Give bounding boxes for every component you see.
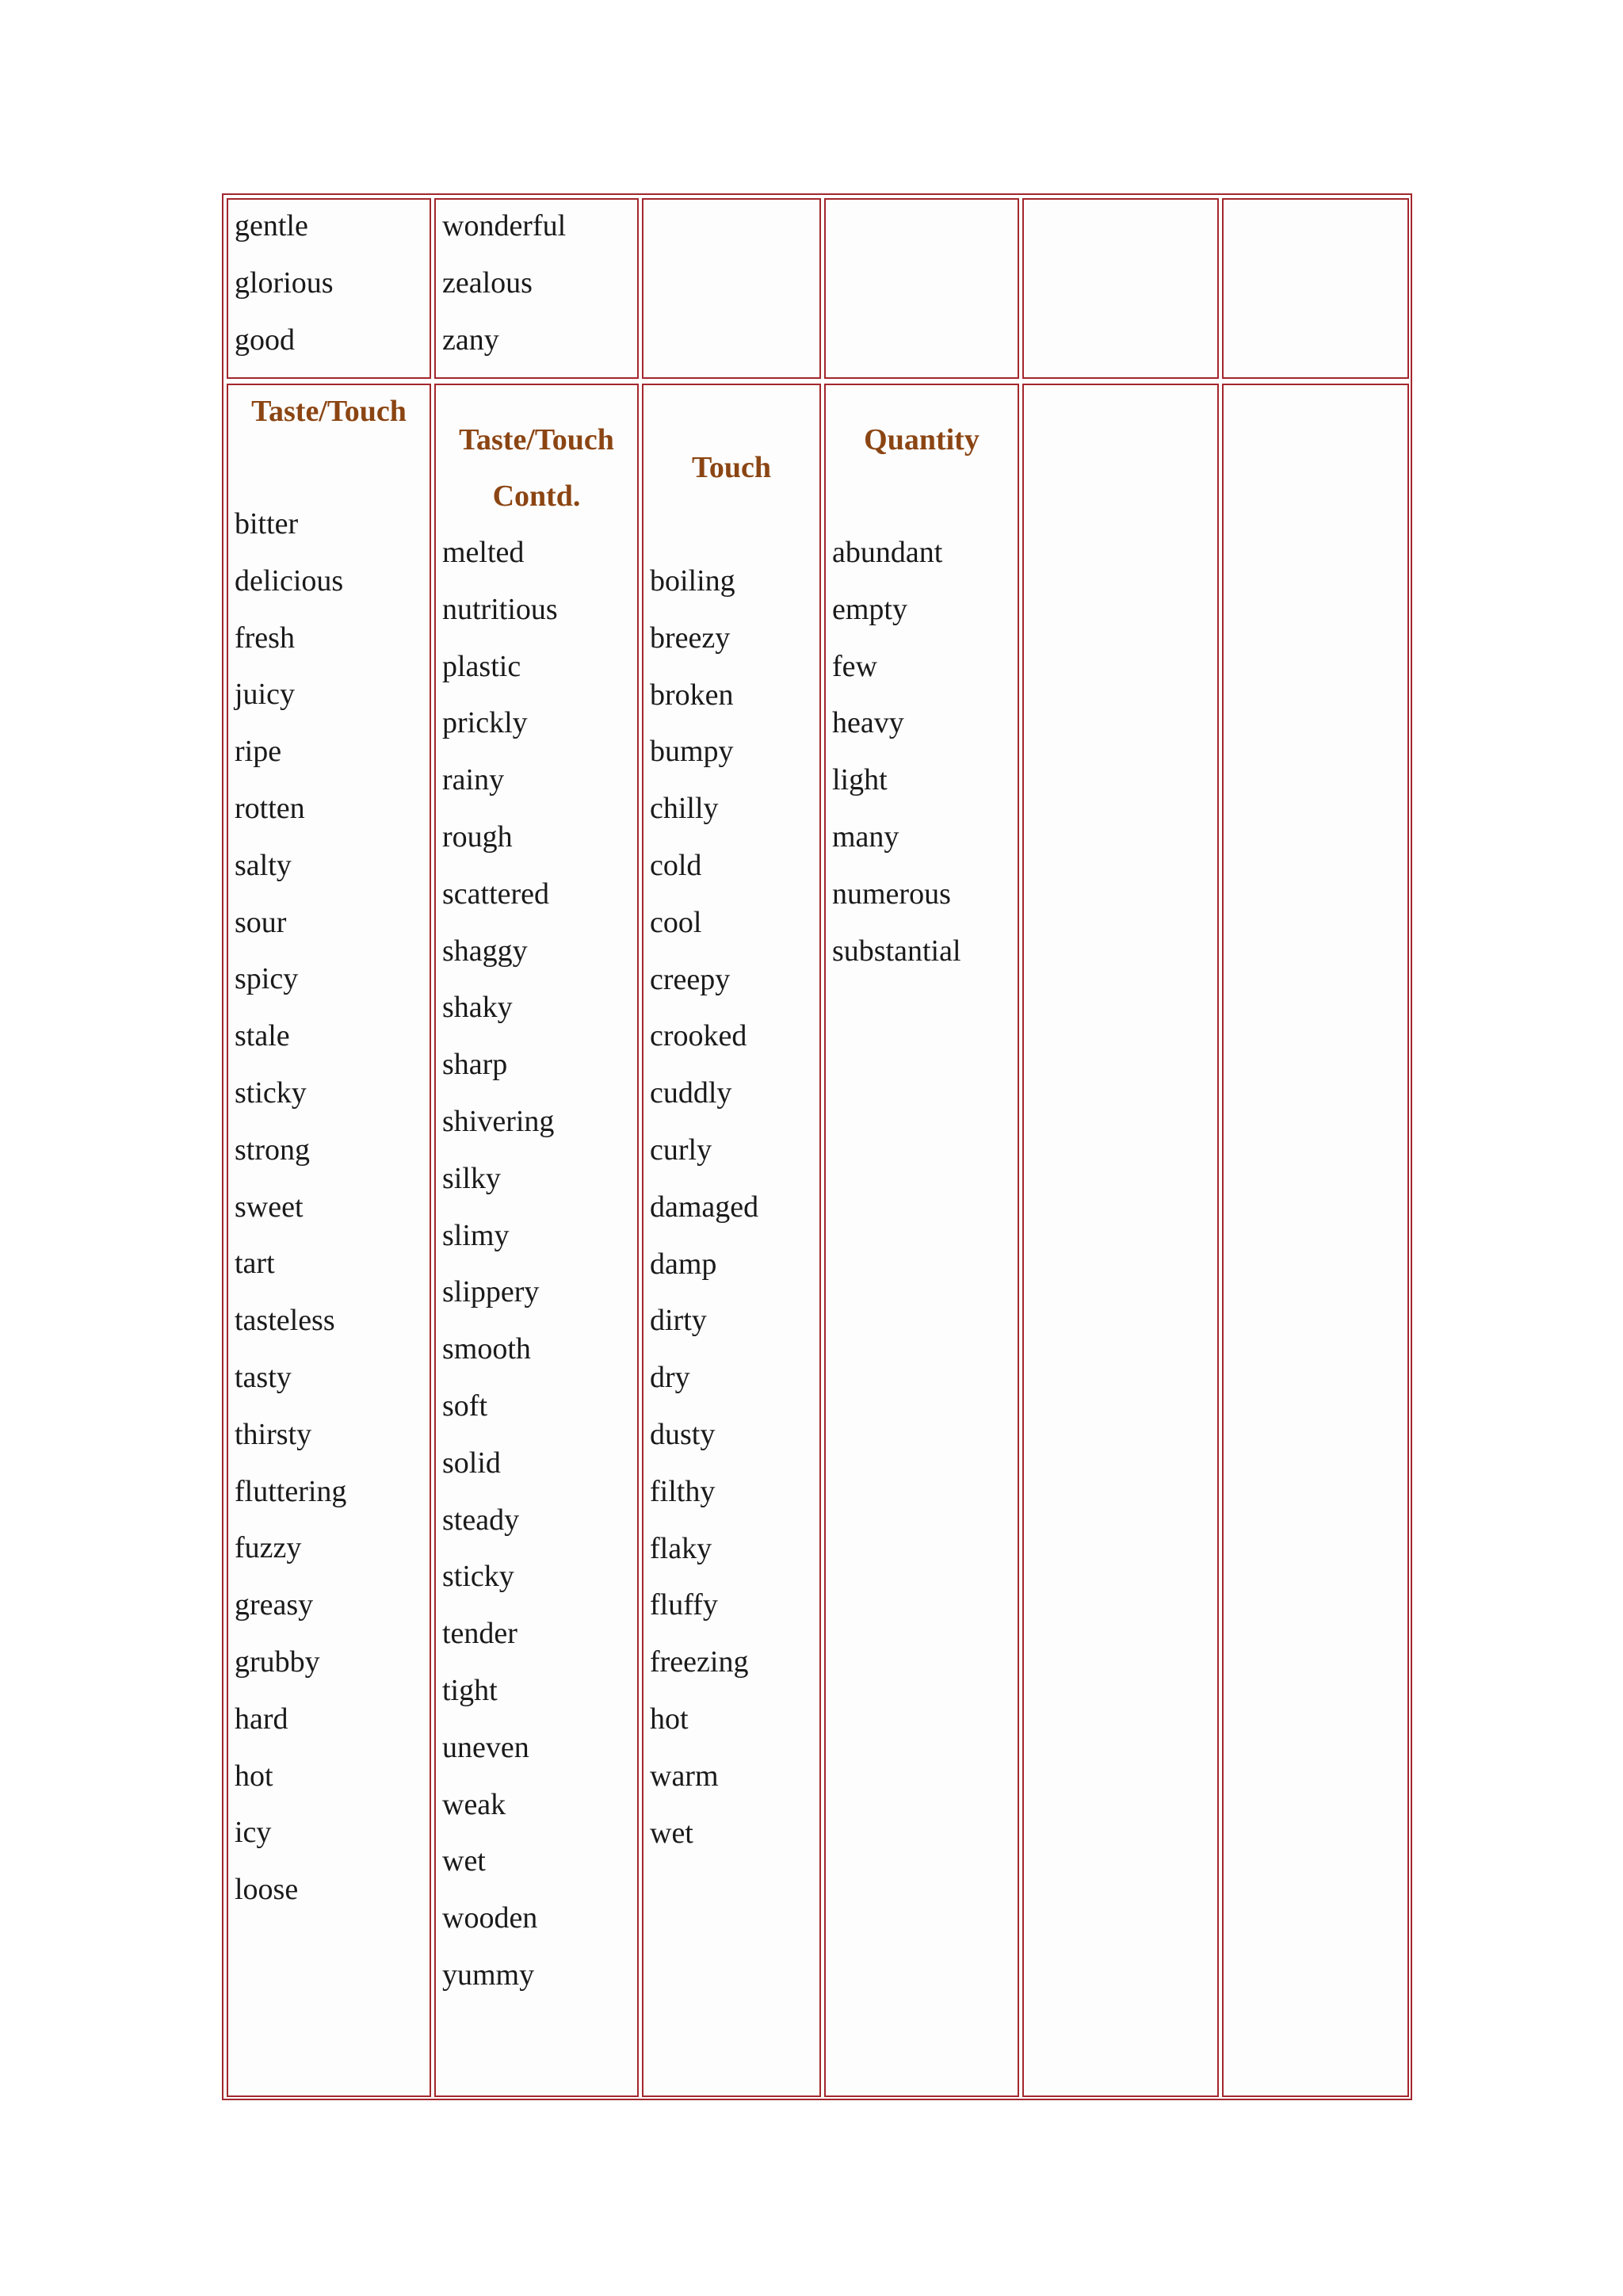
row2-col6-cell [1222, 384, 1409, 2097]
word: creepy [650, 962, 731, 996]
word: loose [235, 1873, 299, 1907]
word: rainy [442, 763, 505, 797]
word-list [235, 198, 426, 369]
word: good [235, 323, 295, 357]
word: greasy [235, 1588, 314, 1622]
word: few [832, 649, 877, 683]
word: empty [832, 592, 907, 626]
word: wet [442, 1844, 486, 1878]
word: tart [235, 1247, 275, 1281]
word: tasteless [235, 1304, 335, 1338]
word: prickly [442, 706, 528, 740]
word: dry [650, 1361, 690, 1395]
row1-col3-cell [642, 198, 821, 379]
word: scattered [442, 877, 550, 911]
word: rough [442, 819, 513, 854]
word: ripe [235, 735, 282, 769]
word: tight [442, 1673, 498, 1707]
word: tasty [235, 1360, 292, 1394]
row2-col3-cell [642, 384, 821, 2097]
word: shivering [442, 1104, 555, 1138]
word: filthy [650, 1474, 716, 1508]
word: gentle [235, 209, 308, 243]
word: salty [235, 848, 292, 882]
word: flaky [650, 1531, 712, 1565]
word: wonderful [442, 209, 567, 243]
row2-col4-cell [824, 384, 1019, 2097]
word: curly [650, 1133, 712, 1167]
word: shaggy [442, 934, 528, 968]
word: damaged [650, 1190, 759, 1224]
word: melted [442, 536, 525, 569]
word: boiling [650, 564, 735, 598]
word: thirsty [235, 1417, 312, 1451]
word: freezing [650, 1645, 749, 1679]
word: grubby [235, 1645, 320, 1679]
word: stale [235, 1019, 290, 1053]
word: zany [442, 323, 499, 357]
row2-col2-cell [434, 384, 639, 2097]
row1-col1-cell [227, 198, 431, 379]
word: fluttering [235, 1474, 347, 1508]
word: substantial [832, 934, 961, 968]
word: glorious [235, 266, 334, 300]
word-list [235, 496, 426, 1919]
row1-col2-cell [434, 198, 639, 379]
column-header: Taste/Touch [251, 395, 407, 428]
word: fuzzy [235, 1531, 302, 1565]
word: breezy [650, 621, 731, 655]
word: steady [442, 1503, 520, 1537]
word: strong [235, 1133, 310, 1167]
word: sour [235, 905, 287, 939]
word: hot [235, 1759, 273, 1793]
word: cuddly [650, 1076, 732, 1110]
word: sweet [235, 1190, 304, 1224]
word: fluffy [650, 1588, 718, 1622]
row1-col5-cell [1022, 198, 1219, 379]
word: broken [650, 678, 734, 712]
word-list [650, 553, 816, 1862]
word: numerous [832, 877, 951, 911]
word: zealous [442, 266, 533, 300]
word: sticky [235, 1075, 307, 1110]
word: damp [650, 1247, 717, 1281]
word-list [442, 525, 634, 2004]
row2-col5-cell [1022, 384, 1219, 2097]
row2-col1-cell [227, 384, 431, 2097]
word: sticky [442, 1560, 514, 1594]
word: dusty [650, 1417, 716, 1451]
word: cold [650, 848, 702, 882]
word: smooth [442, 1332, 531, 1366]
word: wooden [442, 1901, 538, 1935]
word: weak [442, 1787, 506, 1821]
word: shaky [442, 991, 513, 1025]
word: bitter [235, 507, 299, 541]
word: hard [235, 1702, 288, 1736]
word: yummy [442, 1958, 535, 1992]
word: fresh [235, 621, 295, 655]
word: juicy [235, 678, 295, 712]
column-header: Taste/Touch [459, 423, 614, 457]
word: bumpy [650, 735, 734, 769]
word: wet [650, 1816, 693, 1850]
word: cool [650, 905, 702, 939]
word: abundant [832, 536, 943, 569]
word: slimy [442, 1218, 510, 1252]
word: hot [650, 1702, 689, 1736]
word: plastic [442, 649, 521, 683]
row1-col6-cell [1222, 198, 1409, 379]
word: soft [442, 1389, 487, 1423]
word: slippery [442, 1275, 540, 1309]
word: delicious [235, 563, 344, 598]
adjectives-table [222, 193, 1412, 2100]
word: uneven [442, 1730, 529, 1764]
column-header: Quantity [864, 423, 980, 457]
word: dirty [650, 1304, 707, 1338]
word: tender [442, 1617, 517, 1651]
word: spicy [235, 962, 299, 996]
word-list [442, 198, 634, 369]
word: light [832, 763, 888, 797]
word: silky [442, 1161, 501, 1195]
column-header: Touch [692, 451, 771, 484]
word: solid [442, 1446, 501, 1480]
word: rotten [235, 791, 305, 825]
word: warm [650, 1759, 719, 1793]
word-list [832, 525, 1014, 980]
word: chilly [650, 792, 719, 826]
word: sharp [442, 1048, 508, 1082]
word: many [832, 819, 899, 854]
word: nutritious [442, 592, 558, 626]
word: icy [235, 1816, 272, 1850]
row1-col4-cell [824, 198, 1019, 379]
word: crooked [650, 1019, 747, 1053]
word: heavy [832, 706, 904, 740]
column-header-continued: Contd. [492, 479, 581, 513]
